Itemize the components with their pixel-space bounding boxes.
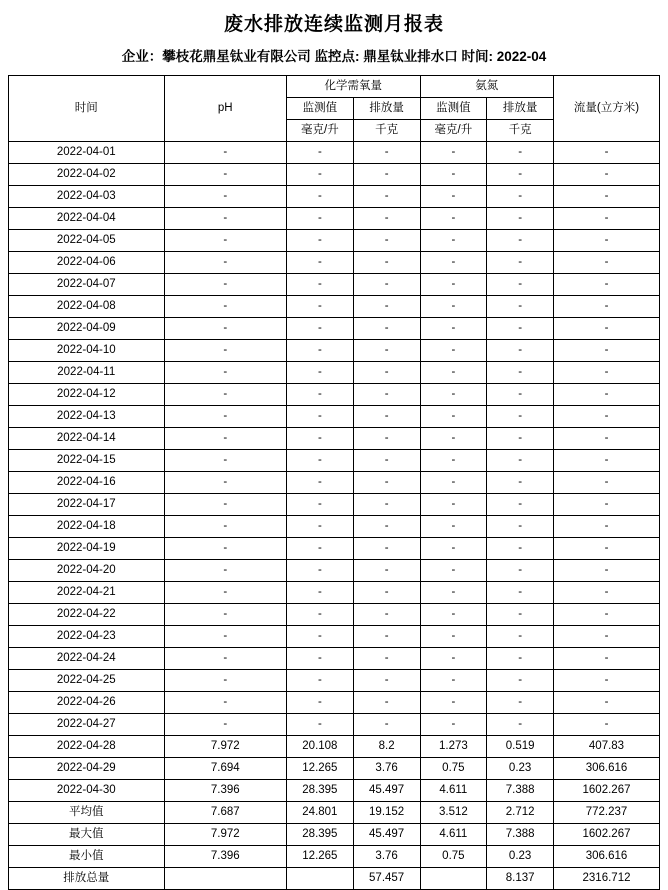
cell-ammonia-discharge: - [487, 648, 554, 670]
cell-ph: 7.396 [164, 780, 286, 802]
cell-ammonia-monitor: - [420, 626, 487, 648]
table-row [9, 450, 660, 472]
cell-ammonia-discharge: - [487, 670, 554, 692]
cell-date: 2022-04-19 [9, 538, 165, 560]
cell-cod-discharge: - [353, 230, 420, 252]
cell-ammonia-monitor: - [420, 406, 487, 428]
cell-flow: 1602.267 [554, 780, 660, 802]
cell-cod-discharge: - [353, 318, 420, 340]
cell-flow: - [554, 582, 660, 604]
cell-date: 2022-04-15 [9, 450, 165, 472]
cell-cod-discharge: - [353, 670, 420, 692]
table-row [9, 736, 660, 758]
cell-cod-discharge: - [353, 714, 420, 736]
cell-ammonia-discharge: - [487, 560, 554, 582]
cell-ph: - [164, 274, 286, 296]
cell-cod-discharge: 3.76 [353, 846, 420, 868]
cell-cod-discharge: - [353, 516, 420, 538]
cell-flow: - [554, 538, 660, 560]
header-time: 时间 [9, 76, 165, 142]
cell-cod-discharge: - [353, 626, 420, 648]
table-row [9, 780, 660, 802]
cell-date: 2022-04-27 [9, 714, 165, 736]
cell-ph: - [164, 186, 286, 208]
cell-cod-monitor: - [287, 164, 354, 186]
cell-cod-discharge: - [353, 648, 420, 670]
table-row [9, 406, 660, 428]
cell-ammonia-monitor: - [420, 670, 487, 692]
cell-ph: - [164, 164, 286, 186]
table-row [9, 582, 660, 604]
cell-ammonia-monitor: - [420, 384, 487, 406]
cell-ph: - [164, 230, 286, 252]
cell-flow: - [554, 648, 660, 670]
cell-ph: - [164, 692, 286, 714]
cell-date: 2022-04-09 [9, 318, 165, 340]
cell-flow: - [554, 142, 660, 164]
cell-ph: - [164, 340, 286, 362]
table-row [9, 824, 660, 846]
cell-ph: - [164, 406, 286, 428]
cell-date: 2022-04-01 [9, 142, 165, 164]
cell-cod-monitor: - [287, 560, 354, 582]
table-row [9, 230, 660, 252]
cell-ammonia-monitor: 4.611 [420, 780, 487, 802]
cell-ammonia-discharge: - [487, 296, 554, 318]
cell-ammonia-discharge: - [487, 494, 554, 516]
cell-date: 2022-04-14 [9, 428, 165, 450]
cell-ph: - [164, 582, 286, 604]
cell-cod-discharge: - [353, 494, 420, 516]
cell-ammonia-monitor: - [420, 428, 487, 450]
cell-cod-discharge: - [353, 362, 420, 384]
table-row [9, 186, 660, 208]
cell-ph: - [164, 428, 286, 450]
cell-ammonia-discharge: - [487, 604, 554, 626]
table-row [9, 714, 660, 736]
cell-date: 2022-04-20 [9, 560, 165, 582]
cell-ammonia-discharge: - [487, 362, 554, 384]
cell-date: 排放总量 [9, 868, 165, 890]
cell-ph: 7.687 [164, 802, 286, 824]
cell-date: 2022-04-06 [9, 252, 165, 274]
cell-ammonia-monitor: - [420, 142, 487, 164]
cell-cod-discharge: - [353, 186, 420, 208]
cell-flow: 772.237 [554, 802, 660, 824]
cell-ammonia-monitor: - [420, 252, 487, 274]
header-ammonia-monitor-unit: 毫克/升 [420, 120, 487, 142]
cell-date: 2022-04-28 [9, 736, 165, 758]
cell-cod-discharge: 19.152 [353, 802, 420, 824]
cell-ammonia-monitor: - [420, 516, 487, 538]
header-cod-monitor: 监测值 [287, 98, 354, 120]
cell-ammonia-monitor: - [420, 582, 487, 604]
cell-cod-monitor: - [287, 582, 354, 604]
header-cod: 化学需氧量 [287, 76, 421, 98]
cell-ammonia-discharge: - [487, 428, 554, 450]
cell-ammonia-discharge: - [487, 582, 554, 604]
cell-date: 2022-04-07 [9, 274, 165, 296]
cell-ammonia-monitor: - [420, 494, 487, 516]
cell-ammonia-monitor: - [420, 186, 487, 208]
header-flow: 流量(立方米) [554, 76, 660, 142]
cell-ammonia-discharge: - [487, 340, 554, 362]
cell-ammonia-monitor: - [420, 274, 487, 296]
cell-ammonia-discharge: 7.388 [487, 824, 554, 846]
table-row [9, 384, 660, 406]
cell-date: 2022-04-18 [9, 516, 165, 538]
cell-ammonia-discharge: 7.388 [487, 780, 554, 802]
table-body [9, 142, 660, 890]
cell-ph: - [164, 538, 286, 560]
cell-ammonia-monitor [420, 868, 487, 890]
cell-cod-discharge: - [353, 296, 420, 318]
cell-ph: - [164, 604, 286, 626]
cell-ammonia-monitor: - [420, 648, 487, 670]
cell-cod-monitor: - [287, 362, 354, 384]
header-cod-discharge-unit: 千克 [353, 120, 420, 142]
cell-cod-monitor: 28.395 [287, 824, 354, 846]
cell-cod-discharge: 57.457 [353, 868, 420, 890]
cell-date: 2022-04-24 [9, 648, 165, 670]
cell-flow: - [554, 428, 660, 450]
cell-cod-monitor: - [287, 494, 354, 516]
table-row [9, 868, 660, 890]
cell-flow: - [554, 164, 660, 186]
cell-ammonia-discharge: - [487, 626, 554, 648]
report-subtitle: 企业：攀枝花鼎星钛业有限公司 监控点: 鼎星钛业排水口 时间: 2022-04 [121, 49, 547, 64]
cell-cod-monitor: - [287, 340, 354, 362]
cell-ph: 7.396 [164, 846, 286, 868]
cell-ph: - [164, 142, 286, 164]
cell-flow: - [554, 318, 660, 340]
cell-cod-monitor: - [287, 384, 354, 406]
table-header-row-1 [9, 76, 660, 98]
table-row [9, 252, 660, 274]
cell-cod-monitor: - [287, 692, 354, 714]
cell-flow: - [554, 252, 660, 274]
cell-cod-discharge: - [353, 340, 420, 362]
table-row [9, 516, 660, 538]
cell-date: 2022-04-23 [9, 626, 165, 648]
cell-ammonia-discharge: 0.519 [487, 736, 554, 758]
cell-cod-monitor: - [287, 230, 354, 252]
cell-flow: - [554, 406, 660, 428]
cell-ammonia-discharge: 0.23 [487, 758, 554, 780]
cell-cod-monitor: - [287, 186, 354, 208]
table-row [9, 296, 660, 318]
cell-flow: - [554, 560, 660, 582]
cell-ammonia-monitor: - [420, 296, 487, 318]
cell-cod-monitor: 12.265 [287, 758, 354, 780]
cell-ph [164, 868, 286, 890]
cell-cod-discharge: - [353, 164, 420, 186]
cell-ammonia-discharge: - [487, 186, 554, 208]
cell-cod-monitor: 24.801 [287, 802, 354, 824]
cell-date: 2022-04-12 [9, 384, 165, 406]
header-ammonia: 氨氮 [420, 76, 554, 98]
cell-flow: - [554, 274, 660, 296]
cell-flow: - [554, 494, 660, 516]
cell-cod-monitor: 20.108 [287, 736, 354, 758]
cell-ammonia-discharge: 2.712 [487, 802, 554, 824]
cell-ph: - [164, 626, 286, 648]
cell-flow: - [554, 450, 660, 472]
table-row [9, 670, 660, 692]
table-row [9, 538, 660, 560]
cell-ammonia-discharge: - [487, 252, 554, 274]
cell-cod-discharge: - [353, 208, 420, 230]
cell-flow: - [554, 692, 660, 714]
cell-cod-monitor: - [287, 472, 354, 494]
cell-cod-monitor: - [287, 252, 354, 274]
cell-ammonia-monitor: - [420, 318, 487, 340]
cell-ammonia-monitor: - [420, 604, 487, 626]
cell-ammonia-discharge: - [487, 230, 554, 252]
cell-ph: 7.694 [164, 758, 286, 780]
cell-cod-monitor: 28.395 [287, 780, 354, 802]
cell-flow: 2316.712 [554, 868, 660, 890]
cell-cod-monitor: - [287, 428, 354, 450]
cell-ammonia-discharge: - [487, 472, 554, 494]
cell-ammonia-discharge: - [487, 516, 554, 538]
cell-ph: - [164, 714, 286, 736]
table-row [9, 164, 660, 186]
cell-ph: - [164, 384, 286, 406]
cell-cod-discharge: 45.497 [353, 824, 420, 846]
cell-flow: - [554, 296, 660, 318]
table-row [9, 428, 660, 450]
cell-flow: 306.616 [554, 846, 660, 868]
cell-ph: - [164, 362, 286, 384]
cell-date: 2022-04-29 [9, 758, 165, 780]
cell-ammonia-monitor: 0.75 [420, 846, 487, 868]
page-title: 废水排放连续监测月报表 [223, 14, 444, 35]
cell-date: 2022-04-02 [9, 164, 165, 186]
table-row [9, 692, 660, 714]
header-ammonia-discharge: 排放量 [487, 98, 554, 120]
cell-flow: 407.83 [554, 736, 660, 758]
cell-ammonia-discharge: - [487, 384, 554, 406]
cell-ammonia-discharge: - [487, 406, 554, 428]
cell-cod-monitor [287, 868, 354, 890]
table-row [9, 142, 660, 164]
cell-cod-monitor: - [287, 648, 354, 670]
cell-cod-monitor: - [287, 142, 354, 164]
cell-cod-monitor: - [287, 318, 354, 340]
cell-ammonia-monitor: - [420, 450, 487, 472]
cell-ammonia-discharge: - [487, 450, 554, 472]
cell-cod-discharge: - [353, 538, 420, 560]
cell-cod-discharge: - [353, 560, 420, 582]
cell-ph: - [164, 472, 286, 494]
cell-cod-discharge: - [353, 252, 420, 274]
cell-cod-discharge: - [353, 428, 420, 450]
cell-flow: - [554, 516, 660, 538]
cell-date: 2022-04-13 [9, 406, 165, 428]
cell-ammonia-discharge: - [487, 538, 554, 560]
cell-cod-monitor: - [287, 208, 354, 230]
cell-date: 2022-04-03 [9, 186, 165, 208]
cell-flow: - [554, 362, 660, 384]
cell-flow: - [554, 472, 660, 494]
cell-flow: - [554, 230, 660, 252]
cell-ph: - [164, 296, 286, 318]
cell-ph: 7.972 [164, 736, 286, 758]
cell-cod-discharge: - [353, 450, 420, 472]
cell-flow: - [554, 384, 660, 406]
cell-flow: - [554, 208, 660, 230]
cell-date: 2022-04-16 [9, 472, 165, 494]
cell-flow: - [554, 186, 660, 208]
cell-ammonia-discharge: - [487, 142, 554, 164]
cell-cod-discharge: - [353, 142, 420, 164]
cell-ammonia-monitor: - [420, 692, 487, 714]
cell-cod-discharge: 45.497 [353, 780, 420, 802]
cell-ammonia-monitor: - [420, 208, 487, 230]
table-row [9, 208, 660, 230]
cell-ammonia-monitor: 0.75 [420, 758, 487, 780]
cell-cod-monitor: - [287, 406, 354, 428]
cell-ph: 7.972 [164, 824, 286, 846]
table-row [9, 846, 660, 868]
cell-date: 2022-04-22 [9, 604, 165, 626]
cell-date: 2022-04-05 [9, 230, 165, 252]
cell-flow: 306.616 [554, 758, 660, 780]
cell-ammonia-monitor: 3.512 [420, 802, 487, 824]
cell-cod-discharge: - [353, 472, 420, 494]
header-cod-monitor-unit: 毫克/升 [287, 120, 354, 142]
cell-cod-monitor: - [287, 626, 354, 648]
table-row [9, 648, 660, 670]
cell-ph: - [164, 560, 286, 582]
cell-date: 2022-04-30 [9, 780, 165, 802]
table-head [9, 76, 660, 142]
table-row [9, 362, 660, 384]
cell-date: 2022-04-11 [9, 362, 165, 384]
cell-cod-discharge: 8.2 [353, 736, 420, 758]
cell-ammonia-monitor: 1.273 [420, 736, 487, 758]
table-row [9, 604, 660, 626]
cell-cod-monitor: - [287, 538, 354, 560]
table-row [9, 472, 660, 494]
cell-ammonia-monitor: - [420, 560, 487, 582]
cell-date: 最小值 [9, 846, 165, 868]
cell-ph: - [164, 252, 286, 274]
cell-flow: - [554, 714, 660, 736]
monitoring-table [8, 75, 660, 890]
cell-ammonia-discharge: - [487, 714, 554, 736]
header-ph: pH [164, 76, 286, 142]
cell-cod-discharge: - [353, 692, 420, 714]
table-row [9, 560, 660, 582]
cell-date: 最大值 [9, 824, 165, 846]
cell-date: 2022-04-25 [9, 670, 165, 692]
header-cod-discharge: 排放量 [353, 98, 420, 120]
cell-cod-discharge: - [353, 274, 420, 296]
cell-ph: - [164, 648, 286, 670]
cell-date: 2022-04-04 [9, 208, 165, 230]
table-row [9, 626, 660, 648]
cell-ph: - [164, 450, 286, 472]
table-row [9, 340, 660, 362]
cell-cod-monitor: 12.265 [287, 846, 354, 868]
cell-flow: - [554, 626, 660, 648]
cell-flow: - [554, 340, 660, 362]
cell-ammonia-discharge: - [487, 208, 554, 230]
cell-cod-monitor: - [287, 450, 354, 472]
cell-ammonia-monitor: 4.611 [420, 824, 487, 846]
cell-ammonia-monitor: - [420, 472, 487, 494]
cell-flow: 1602.267 [554, 824, 660, 846]
cell-date: 2022-04-10 [9, 340, 165, 362]
cell-flow: - [554, 670, 660, 692]
cell-ph: - [164, 208, 286, 230]
cell-date: 平均值 [9, 802, 165, 824]
cell-ammonia-discharge: - [487, 164, 554, 186]
cell-cod-monitor: - [287, 714, 354, 736]
cell-cod-discharge: - [353, 406, 420, 428]
cell-ammonia-monitor: - [420, 538, 487, 560]
cell-ammonia-monitor: - [420, 340, 487, 362]
cell-date: 2022-04-21 [9, 582, 165, 604]
header-ammonia-monitor: 监测值 [420, 98, 487, 120]
cell-cod-monitor: - [287, 604, 354, 626]
cell-ph: - [164, 516, 286, 538]
header-ammonia-discharge-unit: 千克 [487, 120, 554, 142]
cell-ammonia-monitor: - [420, 230, 487, 252]
cell-ammonia-monitor: - [420, 164, 487, 186]
cell-date: 2022-04-26 [9, 692, 165, 714]
cell-ph: - [164, 494, 286, 516]
cell-ph: - [164, 318, 286, 340]
cell-cod-monitor: - [287, 670, 354, 692]
table-row [9, 494, 660, 516]
cell-date: 2022-04-08 [9, 296, 165, 318]
cell-ammonia-monitor: - [420, 362, 487, 384]
table-row [9, 274, 660, 296]
cell-cod-discharge: - [353, 582, 420, 604]
cell-ph: - [164, 670, 286, 692]
cell-ammonia-discharge: 8.137 [487, 868, 554, 890]
cell-cod-monitor: - [287, 274, 354, 296]
cell-cod-monitor: - [287, 296, 354, 318]
cell-cod-monitor: - [287, 516, 354, 538]
cell-flow: - [554, 604, 660, 626]
cell-ammonia-discharge: - [487, 274, 554, 296]
cell-ammonia-monitor: - [420, 714, 487, 736]
cell-ammonia-discharge: 0.23 [487, 846, 554, 868]
cell-cod-discharge: - [353, 604, 420, 626]
table-row [9, 318, 660, 340]
cell-cod-discharge: 3.76 [353, 758, 420, 780]
cell-ammonia-discharge: - [487, 318, 554, 340]
cell-ammonia-discharge: - [487, 692, 554, 714]
cell-cod-discharge: - [353, 384, 420, 406]
table-row [9, 758, 660, 780]
cell-date: 2022-04-17 [9, 494, 165, 516]
